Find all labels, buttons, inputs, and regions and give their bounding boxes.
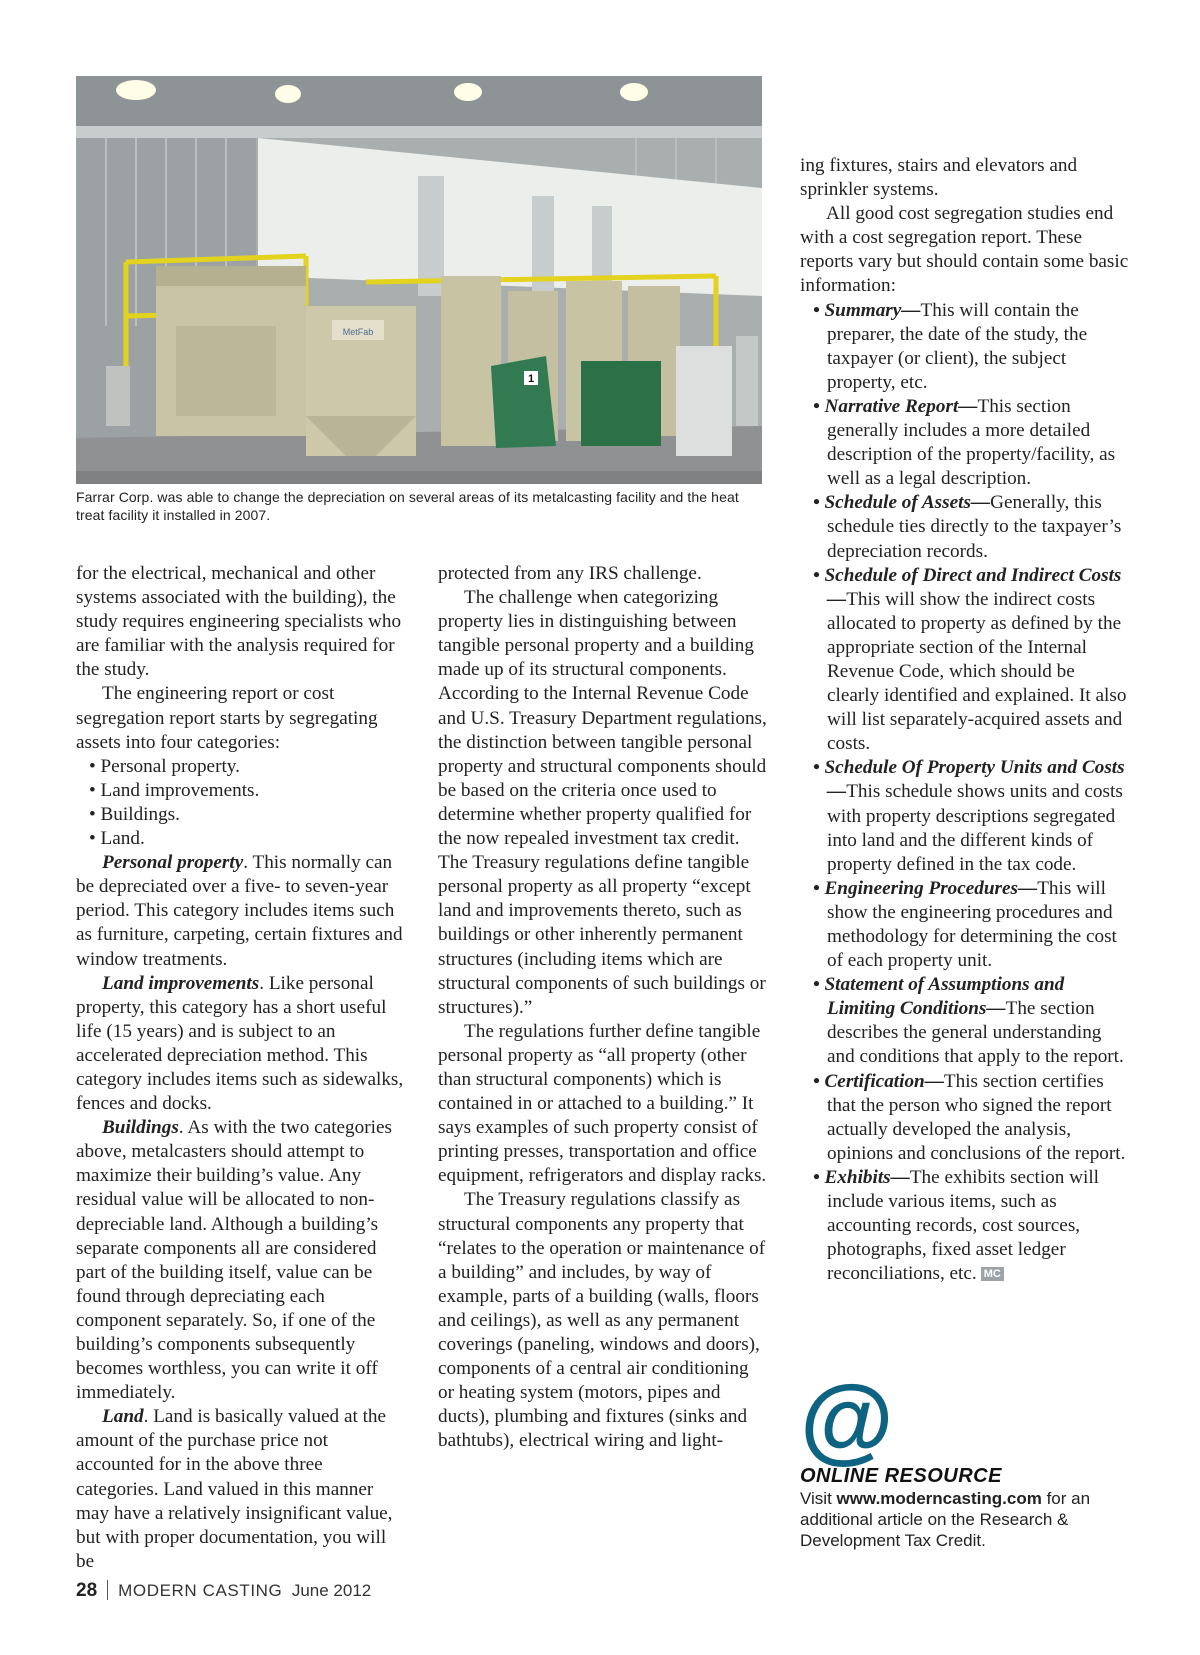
- section-text: The exhibits section will include various items, such as accounting records, cost sources, photographs, fixed asset ledger reconciliations, etc.: [827, 1166, 1100, 1285]
- duct: [532, 196, 554, 306]
- paragraph: The challenge when categorizing property lies in distinguishing between tangible personal property and a building made up of its structural components. According to the Internal Revenue Code and U.S. Treasury Department regulations, the distinction between tangible personal property and structural components should be based on the criteria once used to determine whether property qualified for the now repealed investment tax credit. The Treasury regulations define tangible personal property as all property “except land and improvements thereto, such as buildings or other inherently permanent structures (including items which are structural components of such buildings or structures).”: [438, 587, 767, 1018]
- paragraph-text: . Land is basically valued at the amount of the purchase price not accounted for in the above three categories. Land valued in this manner may have a relatively insignificant value, but with proper documentation, you will be: [76, 1406, 393, 1572]
- paragraph: All good cost segregation studies end with a cost segregation report. These reports vary but should contain some basic information:: [800, 203, 1129, 297]
- paragraph: [76, 972, 406, 1117]
- paragraph-lead: Land: [102, 1406, 144, 1428]
- machine-brand-label: MetFab: [342, 327, 374, 337]
- report-section-item: [800, 299, 1130, 395]
- report-section-item: [800, 1070, 1130, 1166]
- section-title: • Schedule of Direct and Indirect Costs—: [813, 564, 1122, 610]
- paragraph-lead: Buildings: [102, 1117, 179, 1139]
- list-item: • Buildings.: [89, 803, 180, 825]
- section-title: • Schedule of Assets—: [813, 492, 991, 514]
- photo-caption: Farrar Corp. was able to change the depreciation on several areas of its metalcasting facility and the heat treat facility it installed in 2007.: [76, 489, 739, 523]
- section-title: • Narrative Report—: [813, 395, 978, 417]
- section-title: • Exhibits—: [813, 1166, 910, 1188]
- facility-photo-illustration: [76, 76, 762, 484]
- online-resource-post: for an additional article on the Research & Development Tax Credit.: [800, 1489, 1091, 1550]
- paragraph: [76, 1116, 406, 1405]
- article-column-3: [800, 154, 1130, 1286]
- article-column-2: [438, 562, 768, 1453]
- section-title: • Summary—: [813, 299, 921, 321]
- online-resource-text: [800, 1488, 1130, 1551]
- paragraph: The Treasury regulations classify as structural components any property that “relates to the operation or maintenance of a building” and includes, by way of example, parts of a building (walls, floors and ceilings), as well as any permanent coverings (paneling, windows and doors), components of a central air conditioning or heating system (motors, pipes and ducts), plumbing and fixtures (sinks and bathtubs), electrical wiring and light-: [438, 1189, 766, 1452]
- section-title: • Certification—: [813, 1070, 944, 1092]
- page-footer: [76, 1580, 371, 1602]
- section-text: This schedule shows units and costs with property descriptions segregated into land and the different kinds of property defined in the tax code.: [827, 781, 1123, 875]
- article-column-1: [76, 562, 406, 1574]
- page-number: 28: [76, 1580, 98, 1601]
- facility-photo: [76, 76, 762, 484]
- section-text: This will show the indirect costs allocated to property as defined by the appropriate section of the Internal Revenue Code, which should be clearly identified and explained. It also will list separately-acquired assets and costs.: [827, 588, 1127, 755]
- green-machine: [581, 361, 661, 446]
- section-title: • Schedule Of Property Units and Costs—: [813, 757, 1125, 803]
- green-machine: [491, 356, 556, 448]
- list-item: • Personal property.: [89, 755, 240, 777]
- electrical-panel: [676, 346, 732, 456]
- section-text: Generally, this schedule ties directly to the taxpayer’s depreciation records.: [827, 492, 1122, 562]
- ceiling-light: [454, 83, 482, 101]
- report-section-item: [800, 395, 1130, 491]
- report-section-item: [800, 756, 1130, 876]
- paragraph: The engineering report or cost segregation report starts by segregating assets into four categories:: [76, 683, 378, 753]
- report-section-item: [800, 1166, 1130, 1286]
- report-section-item: [800, 564, 1130, 757]
- section-text: The section describes the general understanding and conditions that apply to the report.: [827, 998, 1124, 1068]
- section-text: This will show the engineering procedures and methodology for determining the cost of each property unit.: [827, 877, 1117, 972]
- list-item: • Land.: [89, 828, 145, 850]
- paragraph: The regulations further define tangible personal property as “all property (other than structural components) which is contained in or attached to a building.” It says examples of such property consist of printing presses, transportation and office equipment, refrigerators and display racks.: [438, 1020, 767, 1187]
- magazine-name: MODERN CASTING: [118, 1581, 283, 1600]
- paragraph-text: . This normally can be depreciated over a five- to seven-year period. This category includes items such as furniture, carpeting, certain fixtures and window treatments.: [76, 852, 403, 970]
- paragraph: [76, 851, 406, 971]
- ceiling-light: [620, 83, 648, 101]
- report-section-item: [800, 973, 1130, 1069]
- website-link[interactable]: www.moderncasting.com: [836, 1489, 1042, 1508]
- paragraph-lead: Personal property: [102, 852, 244, 874]
- end-mark-badge: MC: [981, 1267, 1004, 1281]
- online-resource-box: [800, 1366, 1130, 1551]
- report-section-item: [800, 877, 1130, 973]
- section-text: This section generally includes a more detailed description of the property/facility, as well as a legal description.: [827, 395, 1116, 490]
- paragraph: [76, 1405, 406, 1574]
- section-title: • Engineering Procedures—: [813, 877, 1038, 899]
- online-resource-heading: ONLINE RESOURCE: [800, 1465, 1002, 1487]
- report-section-item: [800, 491, 1130, 563]
- ceiling-light: [275, 85, 301, 103]
- list-item: • Land improvements.: [89, 779, 260, 801]
- online-resource-pre: Visit: [800, 1489, 837, 1508]
- section-text: This section certifies that the person who signed the report actually developed the analysis, opinions and conclusions of the report.: [827, 1070, 1126, 1164]
- paragraph-lead: Land improvements: [102, 972, 260, 994]
- oven-unit: [441, 276, 501, 446]
- unit-number-label: 1: [527, 373, 535, 385]
- paragraph: ing fixtures, stairs and elevators and sprinkler systems.: [800, 155, 1078, 201]
- paragraph-text: . Like personal property, this category has a short useful life (15 years) and is subject to an accelerated depreciation method. This category includes items such as sidewalks, fences and docks.: [76, 972, 404, 1115]
- section-title: • Statement of Assumptions and Limiting Conditions—: [813, 974, 1065, 1020]
- paragraph: protected from any IRS challenge.: [438, 563, 702, 584]
- issue-date: June 2012: [291, 1581, 372, 1600]
- section-text: This will contain the preparer, the date of the study, the taxpayer (or client), the subject property, etc.: [827, 299, 1088, 393]
- footer-divider: [107, 1580, 108, 1600]
- at-sign-icon: @: [800, 1366, 894, 1473]
- paragraph-text: . As with the two categories above, metalcasters should attempt to maximize their building’s value. Any residual value will be allocated to non-depreciable land. Although a building’s separate components all are considered part of the building itself, value can be found through depreciating each component separately. So, if one of the building’s components subsequently becomes worthless, you can write it off immediately.: [76, 1117, 392, 1404]
- paragraph: for the electrical, mechanical and other systems associated with the building), the study requires engineering specialists who are familiar with the analysis required for the study.: [76, 563, 402, 681]
- ceiling-light: [116, 80, 156, 100]
- duct: [418, 176, 444, 296]
